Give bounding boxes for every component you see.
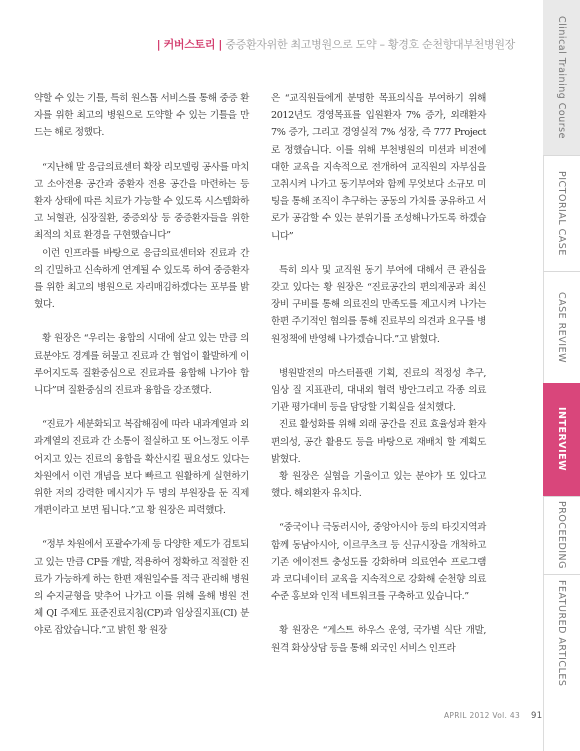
page-number: 91 <box>531 711 543 721</box>
tab-proceeding[interactable] <box>543 496 580 575</box>
header-separator: | <box>218 38 223 51</box>
paragraph: 이런 인프라를 바탕으로 응급의료센터와 진료과 간의 긴밀하고 신속하게 연계될 수 있도록 하여 중증환자를 위한 최고의 병원으로 자리매김하겠다는 포부를 밝혔다. <box>34 247 249 311</box>
header-separator: | <box>156 38 161 51</box>
paragraph: “지난해 말 응급의료센터 확장 리모델링 공사를 마치고 소아전용 공간과 중환자 전용 공간을 마련하는 등 환자 상태에 따른 치료가 가능할 수 있도록 시스템화하고 뇌혈관, 심장질환, 중증외상 등 중증환자들을 위한 최적의 치료 환경을 구현했습니다” <box>34 161 249 242</box>
paragraph: 진료 활성화를 위해 외래 공간을 진료 효율성과 환자 편의성, 공간 활용도 등을 바탕으로 재배치 할 계획도 밝혔다. <box>271 419 486 465</box>
paragraph: 특히 의사 및 교직원 동기 부여에 대해서 큰 관심을 갖고 있다는 황 원장은 “진료공간의 편의제공과 최신장비 구비를 통해 의료진의 만족도를 제고시켜 나가는 한편 주기적인 협의를 통해 진료부의 의견과 요구를 병원정책에 반영해 나가겠습니다.”고 밝혔다. <box>271 264 486 345</box>
paragraph: “중국이나 극동러시아, 중앙아시아 등의 타깃지역과 함께 동남아시아, 이르쿠츠크 등 신규시장을 개척하고 기존 에이전트 충성도를 강화하며 의료연수 프로그램과 코디네이터 교육을 지속적으로 강화해 순천향 의료수준 홍보와 인적 네트워크를 구축하고 있습니다.” <box>271 522 486 603</box>
tab-label: CASE REVIEW <box>556 291 567 363</box>
tab-clinical-training-course[interactable] <box>543 0 580 156</box>
paragraph: 은 “교직원들에게 분명한 목표의식을 부여하기 위해 2012년도 경영목표를 입원환자 7% 증가, 외래환자 7% 증가, 그리고 경영실적 7% 성장, 즉 777 Project로 정했습니다. 이를 위해 부천병원의 미션과 비전에 대한 교육을 지속적으로 전개하여 교직원의 자부심을 고취시켜 나가고 동기부여와 함께 무엇보다 소규모 미팅을 통해 조직이 추구하는 공동의 가치를 공유하고 서로가 공감할 수 있는 분위기를 조성해나가도록 하겠습니다” <box>271 93 486 242</box>
paragraph: 황 원장은 “우리는 융합의 시대에 살고 있는 만큼 의료분야도 경계를 허물고 진료과 간 협업이 활발하게 이루어지도록 질환중심으로 진료과를 융합해 나가야 합니다”며 질환중심의 진료과 융합을 강조했다. <box>34 333 249 397</box>
paragraph: 황 원장은 “게스트 하우스 운영, 국가별 식단 개발, 원격 화상상담 등을 통해 외국인 서비스 인프라 <box>271 625 486 654</box>
tab-pictorial-case[interactable] <box>543 155 580 272</box>
header-title: 중증환자위한 최고병원으로 도약 – 황경호 순천향대부천병원장 <box>225 38 515 51</box>
issue-info: APRIL 2012 Vol. 43 <box>444 711 521 720</box>
right-column <box>271 90 486 657</box>
paragraph: “진료가 세분화되고 복잡해짐에 따라 내과계열과 외과계열의 진료과 간 소통이 절실하고 또 어느정도 이루어지고 있는 진료의 융합을 확산시킬 필요성도 있다는 차원에서 이런 개념을 보다 빠르고 원활하게 실현하기 위한 저의 강력한 메시지가 두 명의 부원장을 둔 직제 개편이라고 보면 됩니다.”고 황 원장은 피력했다. <box>34 419 249 517</box>
tab-interview[interactable] <box>543 383 580 497</box>
left-column <box>34 90 249 640</box>
tab-label: PICTORIAL CASE <box>556 170 567 256</box>
paragraph: 약할 수 있는 기틀, 특히 원스톱 서비스를 통해 중증 환자를 위한 최고의 병원으로 도약할 수 있는 기틀을 만드는 해로 정했다. <box>34 93 249 139</box>
header-category: 커버스토리 <box>163 38 216 51</box>
tab-label: INTERVIEW <box>556 407 567 472</box>
tab-label: FEATURED ARTICLES <box>556 579 567 687</box>
paragraph: 병원발전의 마스터플랜 기획, 진료의 적정성 추구, 임상 질 지표관리, 대내외 협력 방안그리고 각종 의료기관 평가대비 등을 담당할 기획실을 설치했다. <box>271 367 486 414</box>
running-header <box>0 36 515 52</box>
tab-case-review[interactable] <box>543 271 580 384</box>
tab-label: Clinical Training Course <box>556 16 567 139</box>
paragraph: 황 원장은 실협을 기울이고 있는 분야가 또 있다고 했다. 해외환자 유치다. <box>271 471 486 500</box>
tab-featured-articles[interactable] <box>543 574 580 692</box>
section-sidebar <box>543 0 580 751</box>
paragraph: “정부 차원에서 포괄수가제 등 다양한 제도가 검토되고 있는 만큼 CP를 개발, 적용하여 정확하고 적절한 진료가 가능하게 하는 한편 재원일수를 적극 관리해 병원의 수지균형을 맞추어 나가고 이를 위해 올해 병원 전체 QI 주제도 표준진료지침(CP)과 임상질지표(CI) 분야로 잡았습니다.”고 밝힌 황 원장 <box>34 539 249 637</box>
tab-label: PROCEEDING <box>556 500 567 570</box>
